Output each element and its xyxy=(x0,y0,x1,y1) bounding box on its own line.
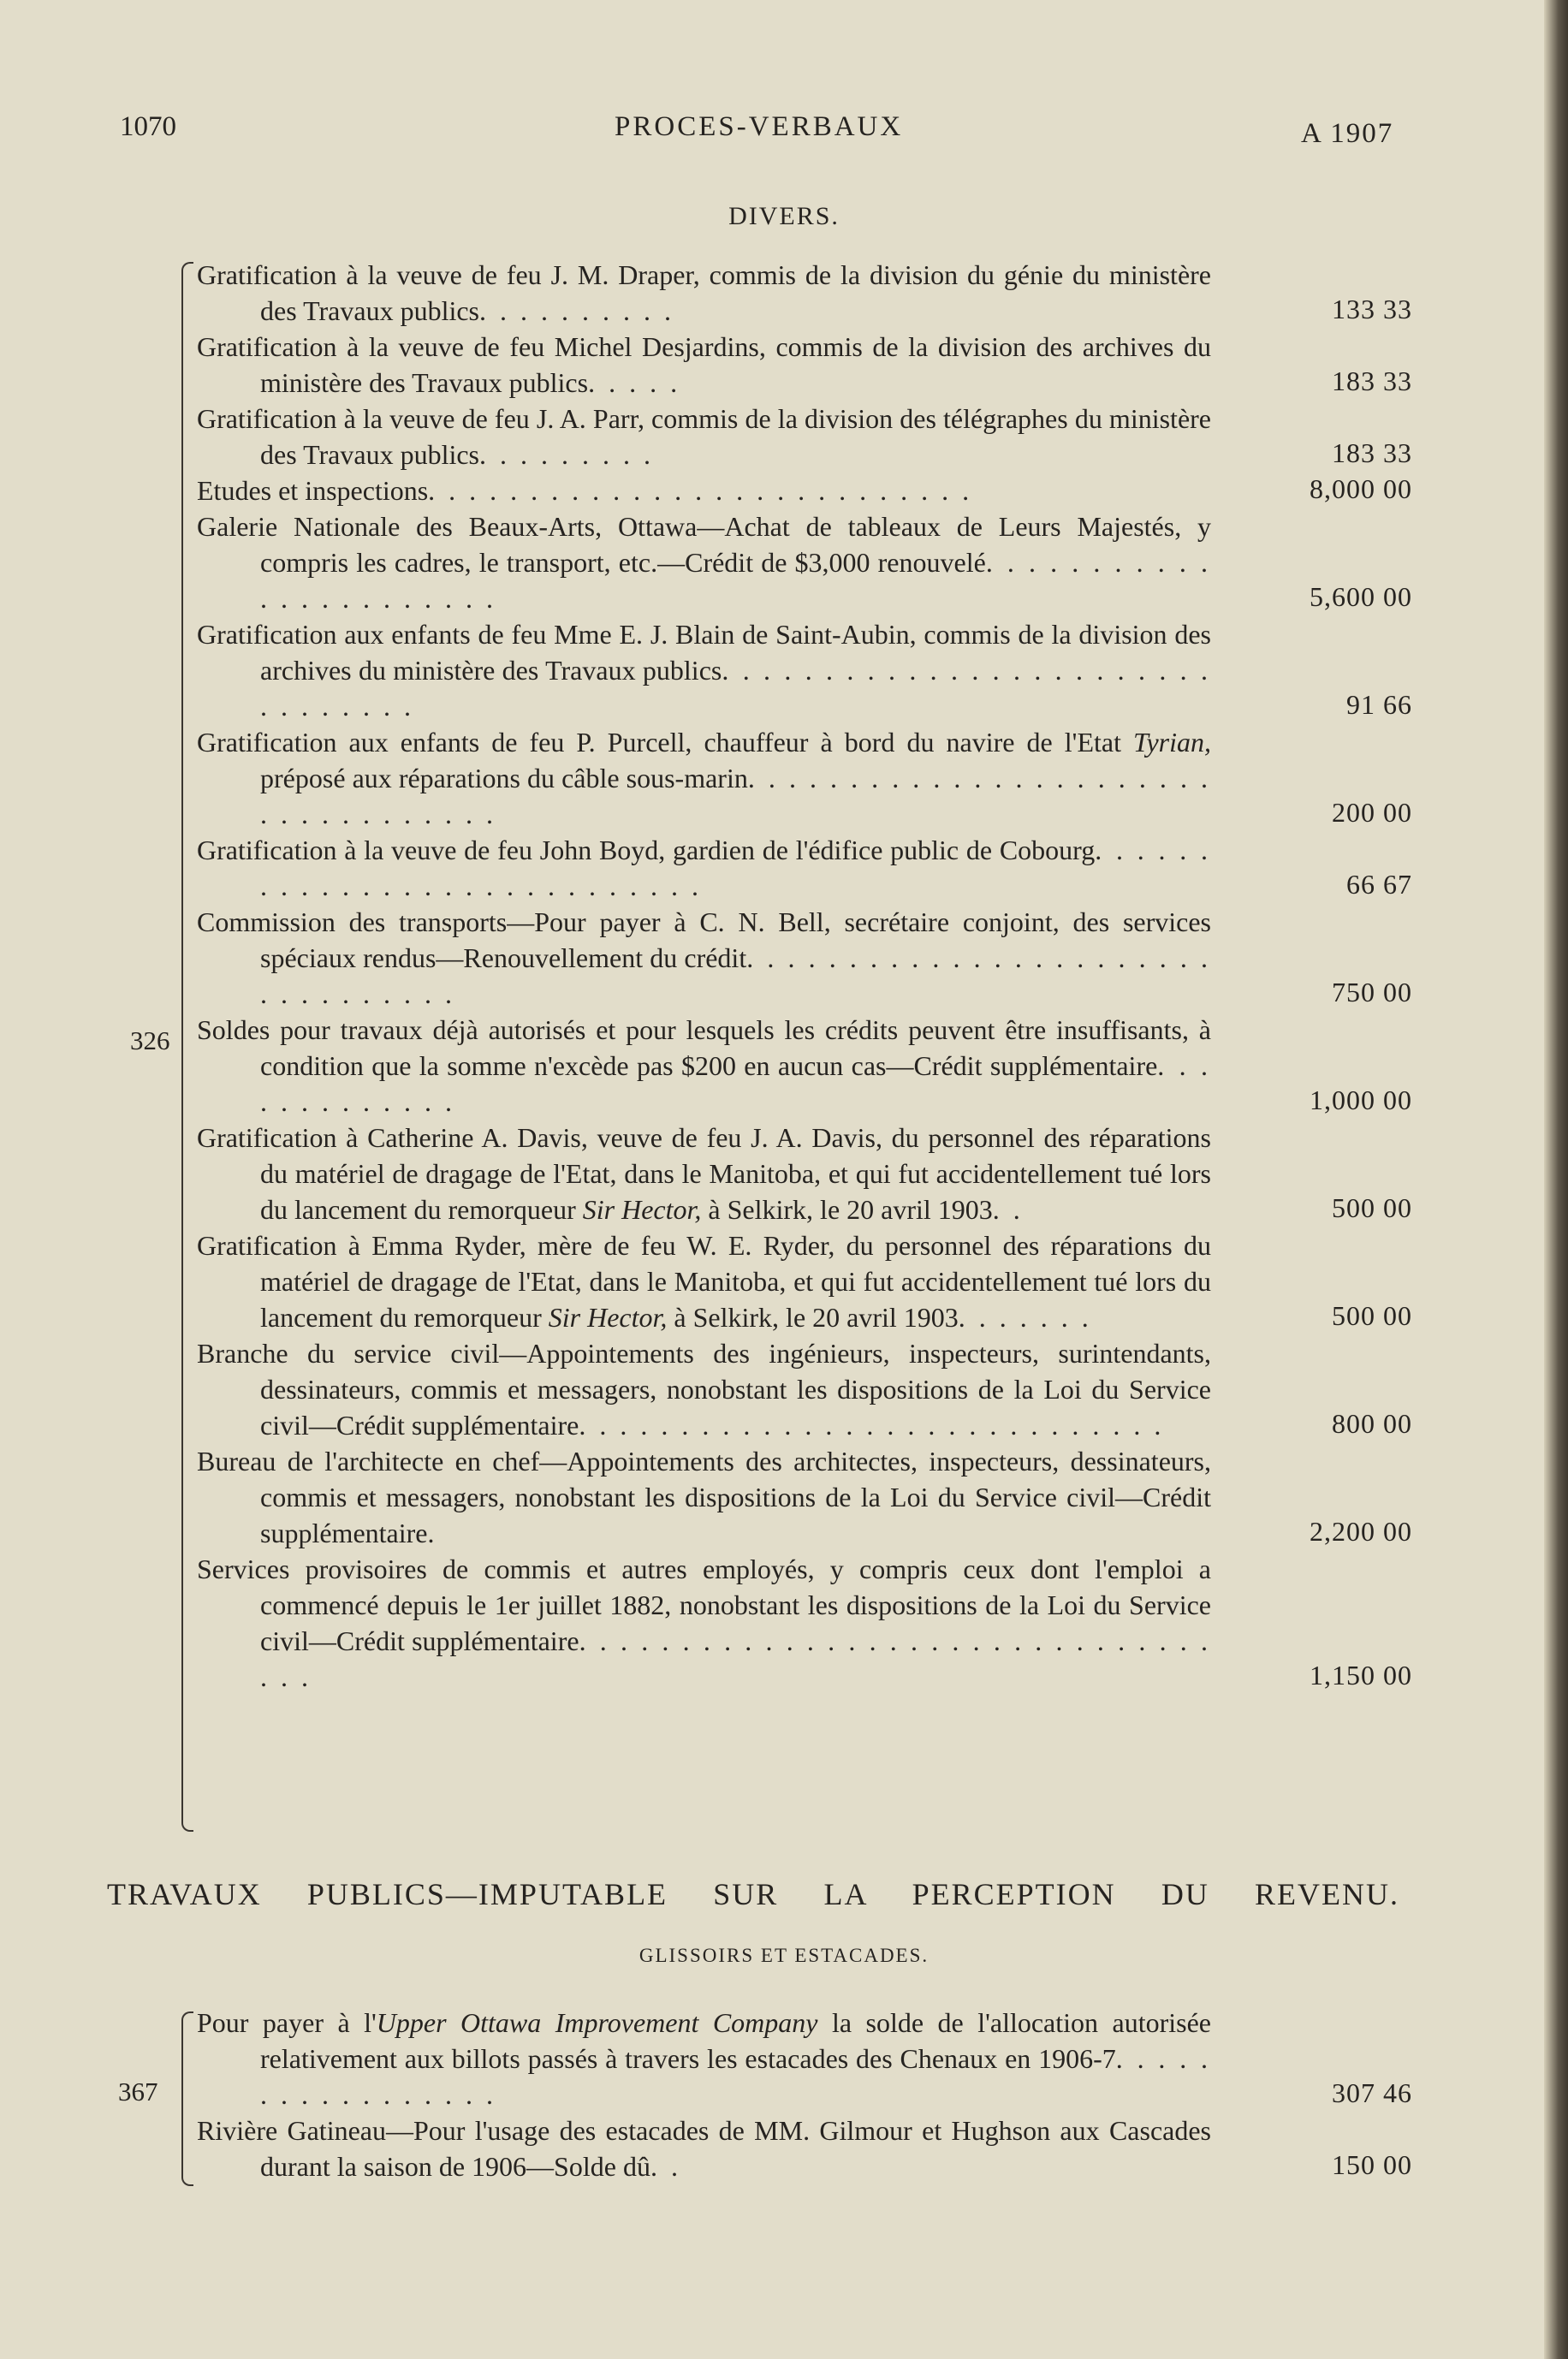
dot-leader: . . . . . . . . . . . . . . . . . . . . . . . . . . . xyxy=(428,475,973,506)
item-description xyxy=(197,472,1211,508)
appropriation-item xyxy=(197,1551,1412,1695)
item-text: Galerie Nationale des Beaux-Arts, Ottawa—Achat de tableaux de Leurs Majestés, y compris les cadres, le transport, etc.—Crédit de $3,000 renouvelé xyxy=(197,511,1211,578)
item-description xyxy=(197,508,1211,616)
dot-leader: . . . . . . . xyxy=(958,1302,1092,1333)
item-text: Services provisoires de commis et autres employés, y compris ceux dont l'emploi a commencé depuis le 1er juillet 1882, nonobstant les dispositions de la Loi du Service civil—Crédit supplémentaire xyxy=(197,1554,1211,1656)
item-amount: 66 67 xyxy=(1346,869,1412,900)
item-description xyxy=(197,401,1211,472)
running-header xyxy=(0,111,1568,154)
dot-leader: . . . . . . . . . . xyxy=(479,295,674,326)
item-description xyxy=(197,1443,1211,1551)
appropriation-item xyxy=(197,2005,1412,2112)
dot-leader: . . . . . . . . . . . . . . . . . . . . . . . . . . . . xyxy=(260,835,1212,901)
item-text-continued: la solde de l'allocation autorisée relativement aux billots passés à travers les estacades des Chenaux en 1906-7 xyxy=(260,2007,1211,2074)
item-text: Pour payer à l' xyxy=(197,2007,377,2038)
heading-divers-text: DIVERS. xyxy=(728,202,840,230)
item-text: Rivière Gatineau—Pour l'usage des estacades de MM. Gilmour et Hughson aux Cascades durant la saison de 1906—Solde dû xyxy=(197,2115,1211,2182)
item-amount: 750 00 xyxy=(1332,977,1412,1007)
item-text: Gratification à Catherine A. Davis, veuve de feu J. A. Davis, du personnel des réparations du matériel de dragage de l'Etat, dans le Manitoba, et qui fut accidentellement tué lors du lancement du remorqueur xyxy=(197,1122,1211,1225)
glissoirs-entries xyxy=(197,2005,1412,2184)
dot-leader: . . xyxy=(650,2151,681,2182)
dot-leader: . . xyxy=(992,1194,1024,1225)
page-number: 1070 xyxy=(120,111,176,142)
dot-leader: . . . . . . . . . . . . . . . . . . . . . . . xyxy=(260,547,1212,614)
item-description xyxy=(197,1335,1211,1443)
item-text: Etudes et inspections xyxy=(197,475,429,506)
item-amount: 5,600 00 xyxy=(1310,581,1412,612)
appropriation-item xyxy=(197,329,1412,401)
dot-leader: . . . . . . . . . . . . . xyxy=(260,1050,1211,1117)
dot-leader: . . . . . . . . . xyxy=(479,439,654,470)
item-text: Gratification à la veuve de feu J. M. Draper, commis de la division du génie du ministère des Travaux publics xyxy=(197,259,1211,326)
item-amount: 133 33 xyxy=(1332,294,1412,324)
item-description xyxy=(197,904,1211,1012)
item-text-continued: à Selkirk, le 20 avril 1903 xyxy=(701,1194,993,1225)
item-amount: 500 00 xyxy=(1332,1192,1412,1223)
appropriation-item xyxy=(197,401,1412,472)
item-amount: 307 46 xyxy=(1332,2077,1412,2108)
item-amount: 500 00 xyxy=(1332,1300,1412,1331)
item-amount: 1,150 00 xyxy=(1310,1660,1412,1691)
dot-leader: . . . . . xyxy=(588,367,681,398)
appropriation-item xyxy=(197,257,1412,329)
section-heading-divers xyxy=(0,202,1568,231)
appropriation-item xyxy=(197,724,1412,832)
grouping-brace xyxy=(181,262,193,1832)
item-text: Gratification aux enfants de feu Mme E. J. Blain de Saint-Aubin, commis de la division des archives du ministère des Travaux publics xyxy=(197,619,1211,686)
item-italic-name: Upper Ottawa Improvement Company xyxy=(376,2007,818,2038)
dot-leader: . . . . . . . . . . . . . . . . . . . . . . . . . . . . . . . . . . xyxy=(260,1625,1212,1692)
appropriation-item xyxy=(197,832,1412,904)
item-text: Soldes pour travaux déjà autorisés et pour lesquels les crédits peuvent être insuffisants, à condition que la somme n'excède pas $200 en aucun cas—Crédit supplémentaire xyxy=(197,1014,1211,1081)
dot-leader: . . . . . . . . . . . . . . . . . xyxy=(260,2043,1212,2110)
item-text: Gratification à la veuve de feu J. A. Parr, commis de la division des télégraphes du ministère des Travaux publics xyxy=(197,403,1211,470)
appropriation-item xyxy=(197,1227,1412,1335)
item-amount: 200 00 xyxy=(1332,797,1412,828)
appropriation-item xyxy=(197,2112,1412,2184)
item-amount: 8,000 00 xyxy=(1310,473,1412,504)
item-text-continued: à Selkirk, le 20 avril 1903 xyxy=(667,1302,959,1333)
appropriation-item xyxy=(197,1335,1412,1443)
appropriation-item xyxy=(197,1443,1412,1551)
grouping-brace xyxy=(181,2011,193,2186)
item-text-continued: préposé aux réparations du câble sous-marin xyxy=(260,763,748,793)
appropriation-item xyxy=(197,616,1412,724)
book-spine-edge xyxy=(1544,0,1568,2359)
item-amount: 183 33 xyxy=(1332,365,1412,396)
item-description xyxy=(197,724,1211,832)
dot-leader: . . . . . . . . . . . . . . . . . . . . . . . . . . . . . xyxy=(579,1410,1165,1441)
item-description xyxy=(197,1551,1211,1695)
item-text: Commission des transports—Pour payer à C. N. Bell, secrétaire conjoint, des services spéciaux rendus—Renouvellement du crédit xyxy=(197,906,1211,973)
item-amount: 800 00 xyxy=(1332,1408,1412,1439)
item-italic-name: Sir Hector, xyxy=(548,1302,668,1333)
item-amount: 2,200 00 xyxy=(1310,1516,1412,1547)
item-description xyxy=(197,1227,1211,1335)
dot-leader: . . . . . . . . . . . . . . . . . . . . . . . . . . . . . . . . . xyxy=(260,942,1212,1009)
appropriation-item xyxy=(197,1120,1412,1227)
item-text: Gratification à Emma Ryder, mère de feu W. E. Ryder, du personnel des réparations du matériel de dragage de l'Etat, dans le Manitoba, et qui fut accidentellement tué lors du lancement du remorqueur xyxy=(197,1230,1211,1333)
section-heading-glissoirs xyxy=(0,1945,1568,1967)
divers-entries xyxy=(197,257,1412,1695)
vote-number: 367 xyxy=(118,2077,158,2106)
appropriation-item xyxy=(197,1012,1412,1120)
running-title: PROCES-VERBAUX xyxy=(615,111,904,142)
item-description xyxy=(197,1120,1211,1227)
appropriation-item xyxy=(197,508,1412,616)
dot-leader: . . . . . . . . . . . . . . . . . . . . . . . . . . . . . . . . . . . xyxy=(260,763,1212,829)
appropriation-item xyxy=(197,472,1412,508)
item-description xyxy=(197,832,1211,904)
item-description xyxy=(197,616,1211,724)
item-text: Bureau de l'architecte en chef—Appointements des architectes, inspecteurs, dessinateurs, commis et messagers, nonobstant les dispositions de la Loi du Service civil—Crédit supplémentaire. xyxy=(197,1446,1211,1548)
session-year: A 1907 xyxy=(1301,118,1394,149)
item-description xyxy=(197,2112,1211,2184)
section-heading-travaux-publics: TRAVAUX PUBLICS—IMPUTABLE SUR LA PERCEPTION DU REVENU. xyxy=(107,1877,1399,1911)
appropriation-item xyxy=(197,904,1412,1012)
item-amount: 150 00 xyxy=(1332,2149,1412,2180)
item-italic-name: Tyrian, xyxy=(1133,727,1211,758)
dot-leader: . . . . . . . . . . . . . . . . . . . . . . . . . . . . . . . . xyxy=(260,655,1212,722)
item-text: Gratification à la veuve de feu Michel Desjardins, commis de la division des archives du ministère des Travaux publics xyxy=(197,331,1211,398)
heading-glissoirs-text: GLISSOIRS ET ESTACADES. xyxy=(638,1945,930,1966)
item-description xyxy=(197,257,1211,329)
item-amount: 183 33 xyxy=(1332,437,1412,468)
item-italic-name: Sir Hector, xyxy=(582,1194,702,1225)
vote-number: 326 xyxy=(130,1025,170,1055)
item-amount: 91 66 xyxy=(1346,689,1412,720)
item-description xyxy=(197,329,1211,401)
item-text: Gratification à la veuve de feu John Boyd, gardien de l'édifice public de Cobourg xyxy=(197,835,1096,865)
item-description xyxy=(197,1012,1211,1120)
item-amount: 1,000 00 xyxy=(1310,1084,1412,1115)
item-text: Gratification aux enfants de feu P. Purcell, chauffeur à bord du navire de l'Etat xyxy=(197,727,1134,758)
item-description xyxy=(197,2005,1211,2112)
item-text: Branche du service civil—Appointements des ingénieurs, inspecteurs, surintendants, dessinateurs, commis et messagers, nonobstant les dispositions de la Loi du Service civil—Crédit supplémentaire xyxy=(197,1338,1211,1441)
